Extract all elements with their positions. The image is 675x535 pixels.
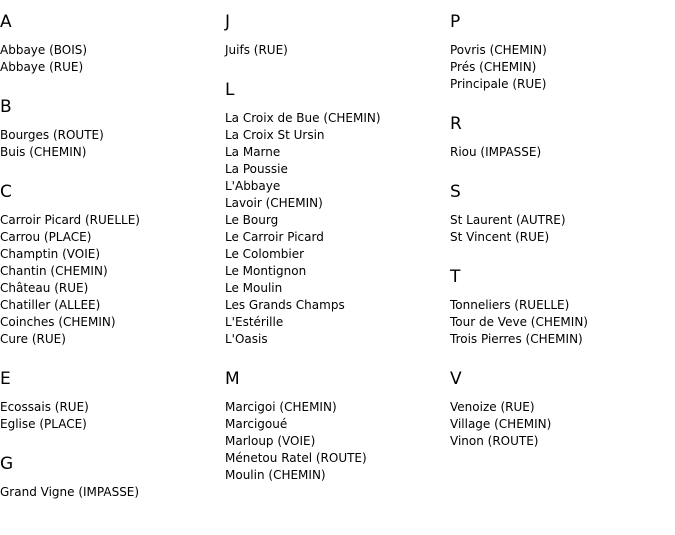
letter-group <box>450 12 670 93</box>
street-item: Marcigoi (CHEMIN) <box>225 400 337 414</box>
letter-heading: R <box>450 114 462 134</box>
letter-group <box>0 97 220 161</box>
letter-heading: B <box>0 97 12 117</box>
street-index-column-1 <box>0 0 220 501</box>
street-item: Tour de Veve (CHEMIN) <box>450 315 588 329</box>
street-item: La Marne <box>225 145 281 159</box>
street-item: Chatiller (ALLEE) <box>0 298 101 312</box>
street-item: Carrou (PLACE) <box>0 230 92 244</box>
letter-group <box>450 114 670 161</box>
letter-group <box>450 369 670 450</box>
street-item: La Poussie <box>225 162 288 176</box>
street-item: Grand Vigne (IMPASSE) <box>0 485 140 499</box>
street-item: Le Carroir Picard <box>225 230 324 244</box>
street-item: L'Estérille <box>225 315 284 329</box>
street-index-column-2 <box>225 0 445 484</box>
street-item: Abbaye (BOIS) <box>0 43 88 57</box>
street-item: Coinches (CHEMIN) <box>0 315 116 329</box>
street-item: St Laurent (AUTRE) <box>450 213 566 227</box>
letter-group <box>225 80 445 348</box>
street-item: Marloup (VOIE) <box>225 434 316 448</box>
street-item: St Vincent (RUE) <box>450 230 550 244</box>
street-item: Le Bourg <box>225 213 279 227</box>
street-list <box>450 297 670 348</box>
street-item: Juifs (RUE) <box>225 43 288 57</box>
street-item: Lavoir (CHEMIN) <box>225 196 323 210</box>
street-item: Moulin (CHEMIN) <box>225 468 326 482</box>
letter-heading: T <box>450 267 461 287</box>
street-item: Vinon (ROUTE) <box>450 434 539 448</box>
street-item: Venoize (RUE) <box>450 400 535 414</box>
street-item: Le Moulin <box>225 281 283 295</box>
street-list <box>450 212 670 246</box>
street-index-column-3 <box>450 0 670 450</box>
street-list <box>450 42 670 93</box>
street-item: Champtin (VOIE) <box>0 247 101 261</box>
letter-group <box>450 182 670 246</box>
street-item: Le Montignon <box>225 264 307 278</box>
street-list <box>0 127 220 161</box>
street-list <box>0 484 220 501</box>
letter-group <box>0 369 220 433</box>
street-item: Trois Pierres (CHEMIN) <box>450 332 583 346</box>
letter-heading: A <box>0 12 12 32</box>
street-list <box>225 399 445 484</box>
letter-heading: J <box>225 12 231 32</box>
street-item: Eglise (PLACE) <box>0 417 87 431</box>
street-item: L'Oasis <box>225 332 268 346</box>
letter-heading: V <box>450 369 462 389</box>
letter-group <box>225 12 445 59</box>
street-item: Tonneliers (RUELLE) <box>450 298 570 312</box>
letter-heading: P <box>450 12 461 32</box>
street-list <box>0 42 220 76</box>
street-item: Povris (CHEMIN) <box>450 43 547 57</box>
street-item: Cure (RUE) <box>0 332 66 346</box>
letter-heading: C <box>0 182 12 202</box>
letter-group <box>225 369 445 484</box>
letter-heading: E <box>0 369 11 389</box>
street-item: Carroir Picard (RUELLE) <box>0 213 140 227</box>
street-item: La Croix St Ursin <box>225 128 325 142</box>
street-list <box>0 212 220 348</box>
street-item: Ecossais (RUE) <box>0 400 89 414</box>
street-item: Bourges (ROUTE) <box>0 128 104 142</box>
letter-heading: S <box>450 182 461 202</box>
letter-heading: M <box>225 369 240 389</box>
street-item: Château (RUE) <box>0 281 89 295</box>
street-list <box>450 399 670 450</box>
letter-group <box>0 454 220 501</box>
letter-group <box>450 267 670 348</box>
street-item: Ménetou Ratel (ROUTE) <box>225 451 367 465</box>
street-item: Marcigoué <box>225 417 288 431</box>
street-item: Le Colombier <box>225 247 305 261</box>
street-item: Buis (CHEMIN) <box>0 145 87 159</box>
street-list <box>225 42 445 59</box>
street-item: La Croix de Bue (CHEMIN) <box>225 111 381 125</box>
street-item: L'Abbaye <box>225 179 281 193</box>
letter-group <box>0 182 220 348</box>
street-list <box>450 144 670 161</box>
street-item: Prés (CHEMIN) <box>450 60 537 74</box>
letter-heading: G <box>0 454 14 474</box>
street-item: Chantin (CHEMIN) <box>0 264 108 278</box>
street-item: Les Grands Champs <box>225 298 345 312</box>
letter-heading: L <box>225 80 235 100</box>
street-item: Principale (RUE) <box>450 77 547 91</box>
street-item: Abbaye (RUE) <box>0 60 84 74</box>
street-item: Riou (IMPASSE) <box>450 145 542 159</box>
street-item: Village (CHEMIN) <box>450 417 552 431</box>
street-list <box>0 399 220 433</box>
letter-group <box>0 12 220 76</box>
street-list <box>225 110 445 348</box>
